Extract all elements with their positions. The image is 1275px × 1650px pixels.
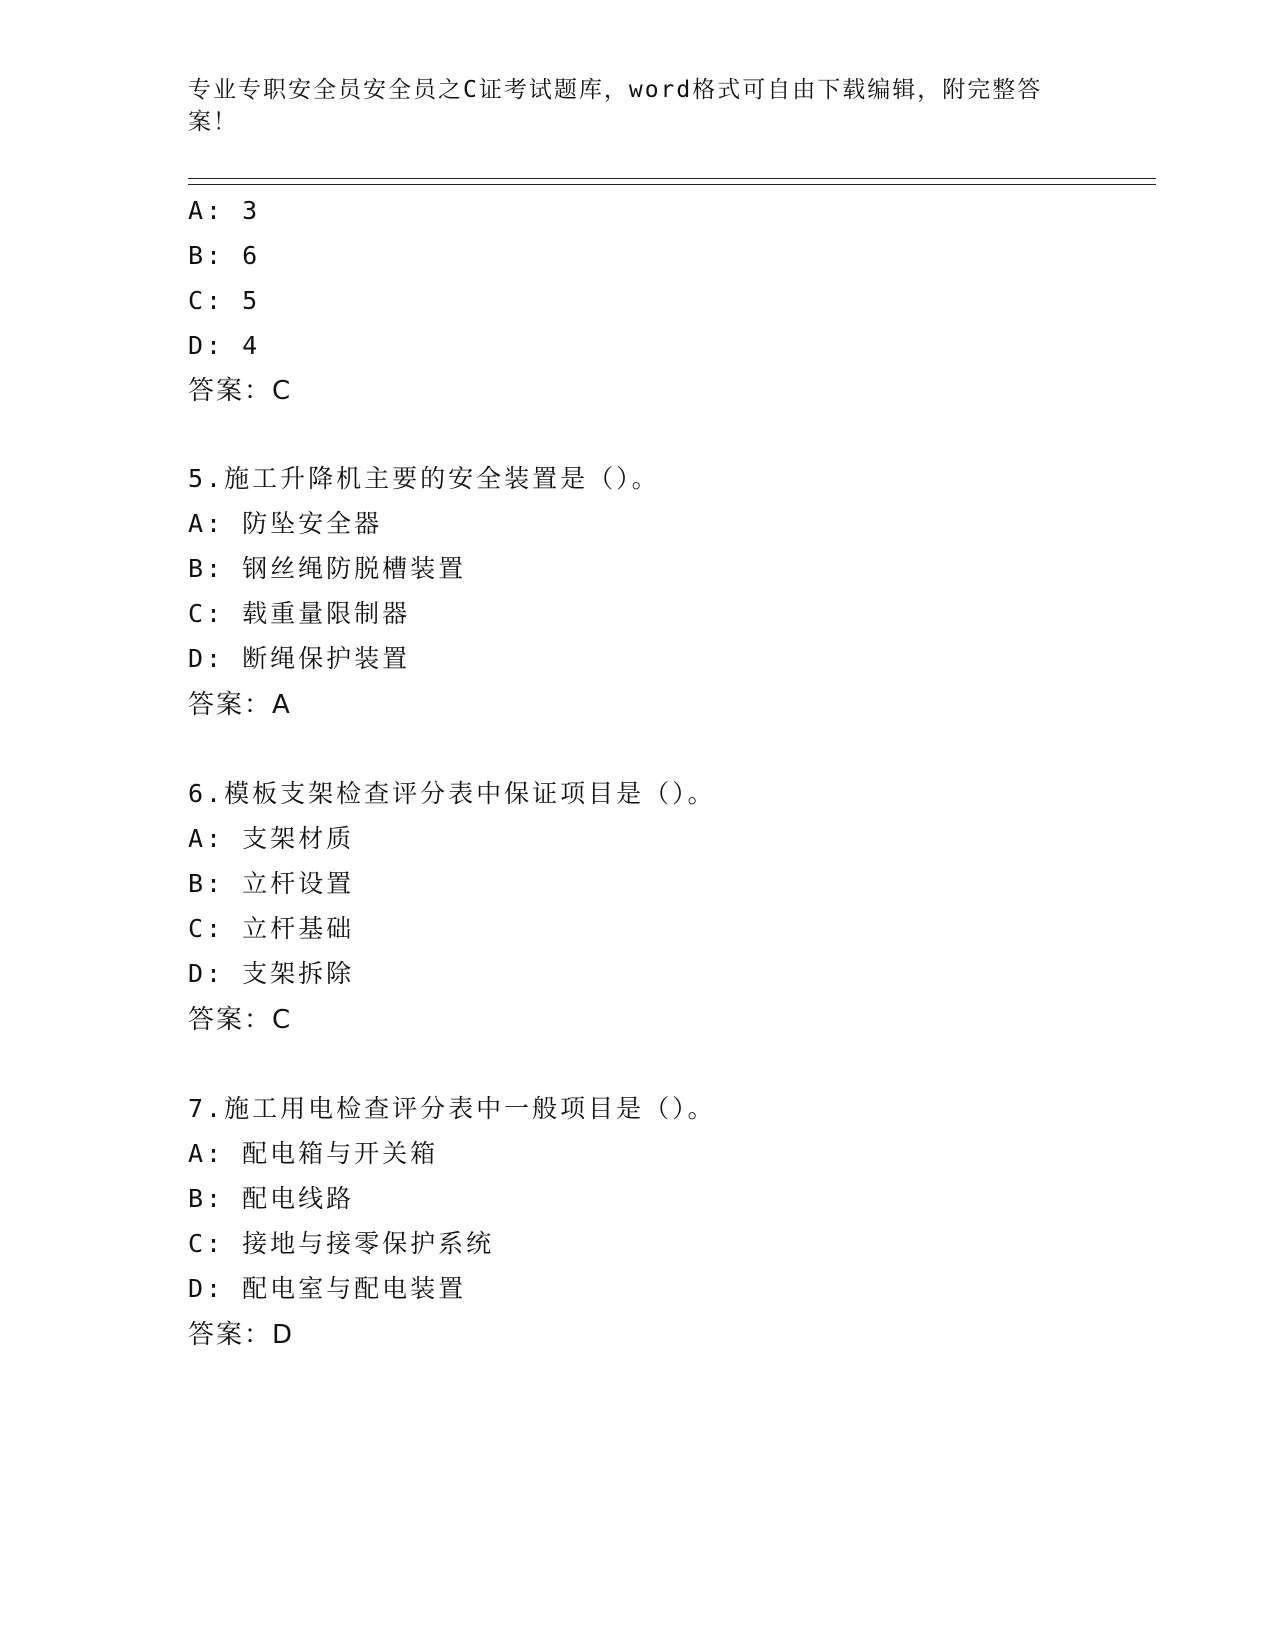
q4-answer: 答案：C [188, 376, 293, 406]
q6-option-c: C: 立杆基础 [188, 914, 355, 943]
q4-option-b: B: 6 [188, 241, 261, 270]
q6-answer: 答案：C [188, 1005, 293, 1035]
q6-option-a: A: 支架材质 [188, 824, 355, 853]
header-divider [188, 178, 1156, 185]
q5-option-d: D: 断绳保护装置 [188, 644, 411, 673]
q4-option-c: C: 5 [188, 286, 261, 315]
q5-option-a: A: 防坠安全器 [188, 509, 383, 538]
q7-option-c: C: 接地与接零保护系统 [188, 1229, 495, 1258]
q5-answer: 答案：A [188, 690, 292, 720]
document-header: 专业专职安全员安全员之C证考试题库，word格式可自由下载编辑，附完整答案！ [188, 77, 1043, 135]
q7-answer: 答案：D [188, 1320, 295, 1350]
q4-option-d: D: 4 [188, 331, 261, 360]
q4-option-a: A: 3 [188, 196, 261, 225]
q7-option-a: A: 配电箱与开关箱 [188, 1139, 439, 1168]
q7-option-b: B: 配电线路 [188, 1184, 355, 1213]
q7-question: 7.施工用电检查评分表中一般项目是（）。 [188, 1094, 716, 1123]
q5-option-b: B: 钢丝绳防脱槽装置 [188, 554, 467, 583]
q6-option-d: D: 支架拆除 [188, 959, 355, 988]
q6-option-b: B: 立杆设置 [188, 869, 355, 898]
q5-question: 5.施工升降机主要的安全装置是（）。 [188, 464, 660, 493]
q7-option-d: D: 配电室与配电装置 [188, 1274, 467, 1303]
q6-question: 6.模板支架检查评分表中保证项目是（）。 [188, 779, 716, 808]
q5-option-c: C: 载重量限制器 [188, 599, 411, 628]
